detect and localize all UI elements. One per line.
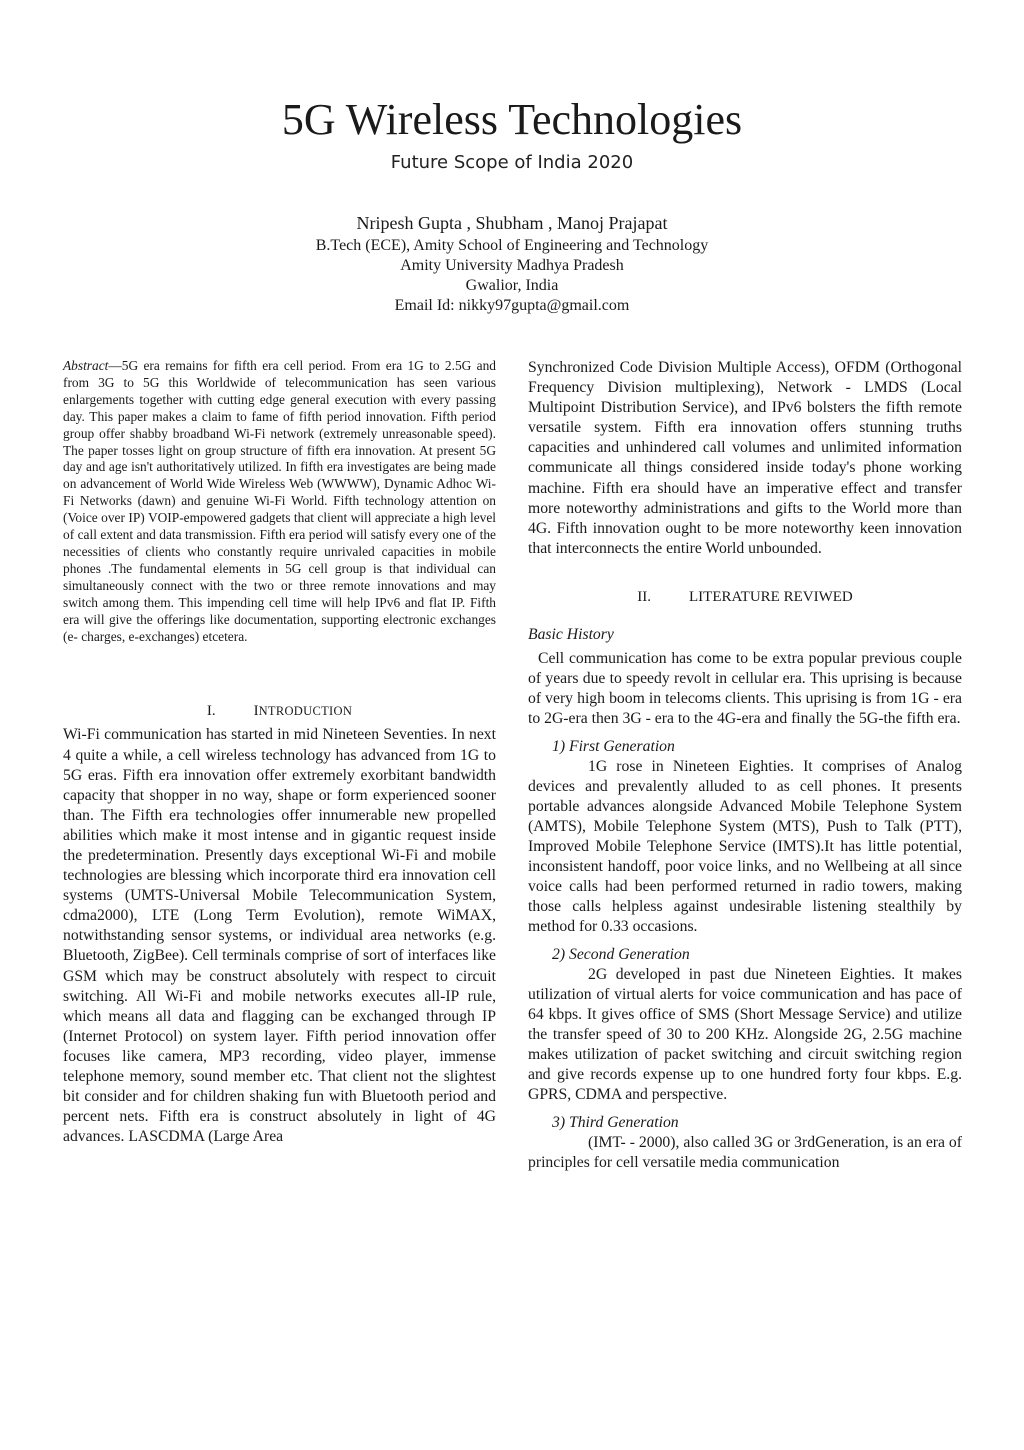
section-title-initial: I: [253, 703, 259, 720]
basic-history-paragraph: Cell communication has come to be extra popular previous couple of years due to speedy revolt in cellular era. This uprising is because of very high boom in telecoms clients. This uprising is from 1G - era to 2G-era then 3G - era to the 4G-era and finally the 5G-the fifth era.: [528, 649, 962, 728]
first-generation-heading: 1) First Generation: [552, 738, 675, 756]
abstract: [63, 358, 496, 645]
affiliation-line: Amity University Madhya Pradesh: [400, 257, 624, 274]
section-heading-introduction: [63, 701, 496, 721]
abstract-text: —5G era remains for fifth era cell period. From era 1G to 2.5G and from 3G to 5G this Worldwide of telecommunication has seen various enlargements together with cutting edge general execution with every passing day. This paper makes a claim to fame of fifth period innovation. Fifth period group offer shabby broadband Wi-Fi network (extremely unreasonable speed). The paper tosses light on group structure of fifth era innovation. At present 5G day and age isn't authoritatively utilized. In fifth era investigates are being made on advancement of World Wide Wireless Web (WWWW), Dynamic Adhoc Wi-Fi Networks (dawn) and genuine Wi-Fi World. Fifth technology attention on (Voice over IP) VOIP-empowered gadgets that client will appreciate a high level of call extent and data transmission. Fifth era period will satisfy every one of the necessities of clients who constantly require unrivaled capacities in mobile phones .The fundamental elements in 5G cell group is that individual can simultaneously connect with the two or three remote innovations and may switch among them. This impending cell time will help IPv6 and flat IP. Fifth era will give the offerings like documentation, supporting electronic exchanges (e- charges, e-exchanges) etcetera.: [63, 358, 496, 644]
author-list: Nripesh Gupta , Shubham , Manoj Prajapat: [356, 213, 668, 233]
section-title: LITERATURE REVIWED: [689, 588, 853, 605]
section-heading-literature: [528, 587, 962, 607]
right-column: [528, 358, 962, 1173]
second-generation-paragraph: 2G developed in past due Nineteen Eighties. It makes utilization of virtual alerts for voice communication and has pace of 64 kbps. It gives office of SMS (Short Message Service) and utilize the transfer speed of 30 to 200 KHz. Alongside 2G, 2.5G machine makes utilization of packet switching and circuit switching region and give records expense up to one hundred forty four kbps. E.g. GPRS, CDMA and perspective.: [528, 966, 962, 1104]
affiliation-line: B.Tech (ECE), Amity School of Engineering and Technology: [315, 237, 709, 254]
section-number: I.: [206, 703, 216, 720]
third-generation-heading: 3) Third Generation: [552, 1114, 679, 1132]
email-line: Email Id: nikky97gupta@gmail.com: [394, 297, 630, 314]
left-column: [63, 358, 496, 1147]
affiliation-line: Gwalior, India: [465, 277, 559, 294]
first-generation-paragraph: 1G rose in Nineteen Eighties. It comprises of Analog devices and prevalently alluded to as cell phones. It presents portable advances alongside Advanced Mobile Telephone System (AMTS), Mobile Telephone System (MTS), Push to Talk (PTT), Improved Mobile Telephone Service (IMTS).It has little potential, inconsistent handoff, poor voice links, and no Wellbeing at all since voice calls had been performed returned in radio towers, making those calls helpless against undesirable listening stealthily by method for 0.33 occasions.: [528, 758, 962, 936]
subsection-heading-basic-history: Basic History: [528, 625, 614, 643]
section-title-rest: NTRODUCTION: [258, 704, 353, 719]
paper-subtitle: Future Scope of India 2020: [390, 152, 634, 173]
introduction-continued: Synchronized Code Division Multiple Access), OFDM (Orthogonal Frequency Division multiplexing), Network - LMDS (Local Multipoint Distribution Service), and IPv6 bolsters the fifth remote versatile system. Fifth era innovation offers stunning truths capacities and unhindered call volumes and unlimited information communicate all things considered inside today's phone working machine. Fifth era should have an imperative effect and transfer more noteworthy administrations and gifts to the World more than 4G. Fifth innovation ought to be more noteworthy keen innovation that interconnects the entire World unbounded.: [528, 359, 962, 557]
second-generation-heading: 2) Second Generation: [552, 946, 690, 964]
introduction-paragraph: Wi-Fi communication has started in mid Nineteen Seventies. In next 4 quite a while, a cell wireless technology has advanced from 1G to 5G eras. Fifth era innovation offer extremely exorbitant bandwidth capacity that shopper in no way, shape or form experienced sooner than. The Fifth era technologies offer innumerable new propelled abilities which make it most intense and in gigantic request inside the predetermination. Presently days exceptional Wi-Fi and mobile technologies are blessing which incorporate third era innovation cell systems (UMTS-Universal Mobile Telecommunication System, cdma2000), LTE (Long Term Evolution), remote WiMAX, notwithstanding sensor systems, or individual area networks (e.g. Bluetooth, ZigBee). Cell terminals comprise of sort of interfaces like GSM which may be construct absolutely with respect to circuit switching. All Wi-Fi and mobile networks executes all-IP rule, which means all data and flagging can be exchanged through IP (Internet Protocol) on system layer. Fifth period innovation offer focuses like camera, MP3 recording, video player, immense telephone memory, sound member etc. That client not the slightest bit consider and for children shaking fun with Bluetooth period and percent nets. Fifth era is construct absolutely in light of 4G advances. LASCDMA (Large Area: [63, 726, 496, 1146]
affiliation-block: [0, 236, 1024, 316]
section-number: II.: [637, 588, 652, 605]
paper-title: 5G Wireless Technologies: [281, 95, 743, 144]
third-generation-paragraph: (IMT- - 2000), also called 3G or 3rdGeneration, is an era of principles for cell versatile media communication: [528, 1134, 962, 1172]
abstract-label: Abstract: [63, 358, 109, 373]
